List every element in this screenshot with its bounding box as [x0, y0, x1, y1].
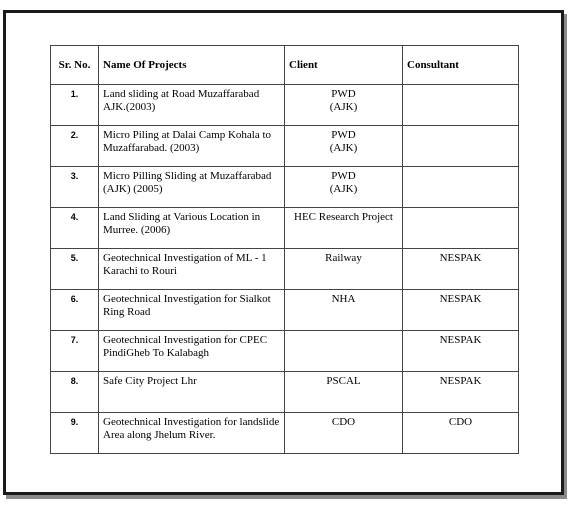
cell-sr-no: 7. [51, 331, 99, 372]
cell-sr-no: 3. [51, 167, 99, 208]
cell-client: NHA [285, 290, 403, 331]
cell-sr-no: 8. [51, 372, 99, 413]
cell-consultant [403, 85, 519, 126]
table-row [51, 208, 519, 249]
header-client: Client [285, 46, 403, 85]
header-consultant: Consultant [403, 46, 519, 85]
table-row [51, 126, 519, 167]
cell-consultant: NESPAK [403, 249, 519, 290]
cell-consultant: CDO [403, 413, 519, 454]
cell-sr-no: 4. [51, 208, 99, 249]
cell-project-name: Land Sliding at Various Location in Murree. (2006) [99, 208, 285, 249]
cell-client [285, 331, 403, 372]
cell-project-name: Geotechnical Investigation for landslide Area along Jhelum River. [99, 413, 285, 454]
cell-consultant [403, 126, 519, 167]
header-sr-no: Sr. No. [51, 46, 99, 85]
cell-client: Railway [285, 249, 403, 290]
cell-consultant: NESPAK [403, 372, 519, 413]
cell-client: PSCAL [285, 372, 403, 413]
cell-client: PWD (AJK) [285, 167, 403, 208]
table-row [51, 249, 519, 290]
cell-sr-no: 5. [51, 249, 99, 290]
table-row [51, 372, 519, 413]
table-row [51, 331, 519, 372]
cell-client: CDO [285, 413, 403, 454]
cell-project-name: Micro Pilling Sliding at Muzaffarabad (AJK) (2005) [99, 167, 285, 208]
cell-client: PWD (AJK) [285, 85, 403, 126]
cell-project-name: Geotechnical Investigation for Sialkot Ring Road [99, 290, 285, 331]
projects-table [50, 45, 519, 454]
table-header-row [51, 46, 519, 85]
table-row [51, 85, 519, 126]
cell-project-name: Safe City Project Lhr [99, 372, 285, 413]
cell-sr-no: 2. [51, 126, 99, 167]
cell-project-name: Land sliding at Road Muzaffarabad AJK.(2003) [99, 85, 285, 126]
cell-sr-no: 9. [51, 413, 99, 454]
cell-consultant: NESPAK [403, 290, 519, 331]
table-row [51, 413, 519, 454]
cell-consultant: NESPAK [403, 331, 519, 372]
cell-client: PWD (AJK) [285, 126, 403, 167]
header-project-name: Name Of Projects [99, 46, 285, 85]
cell-project-name: Geotechnical Investigation for CPEC PindiGheb To Kalabagh [99, 331, 285, 372]
cell-project-name: Micro Piling at Dalai Camp Kohala to Muzaffarabad. (2003) [99, 126, 285, 167]
table-row [51, 167, 519, 208]
cell-consultant [403, 208, 519, 249]
cell-project-name: Geotechnical Investigation of ML - 1 Karachi to Rouri [99, 249, 285, 290]
cell-sr-no: 1. [51, 85, 99, 126]
cell-client: HEC Research Project [285, 208, 403, 249]
cell-sr-no: 6. [51, 290, 99, 331]
table-row [51, 290, 519, 331]
cell-consultant [403, 167, 519, 208]
